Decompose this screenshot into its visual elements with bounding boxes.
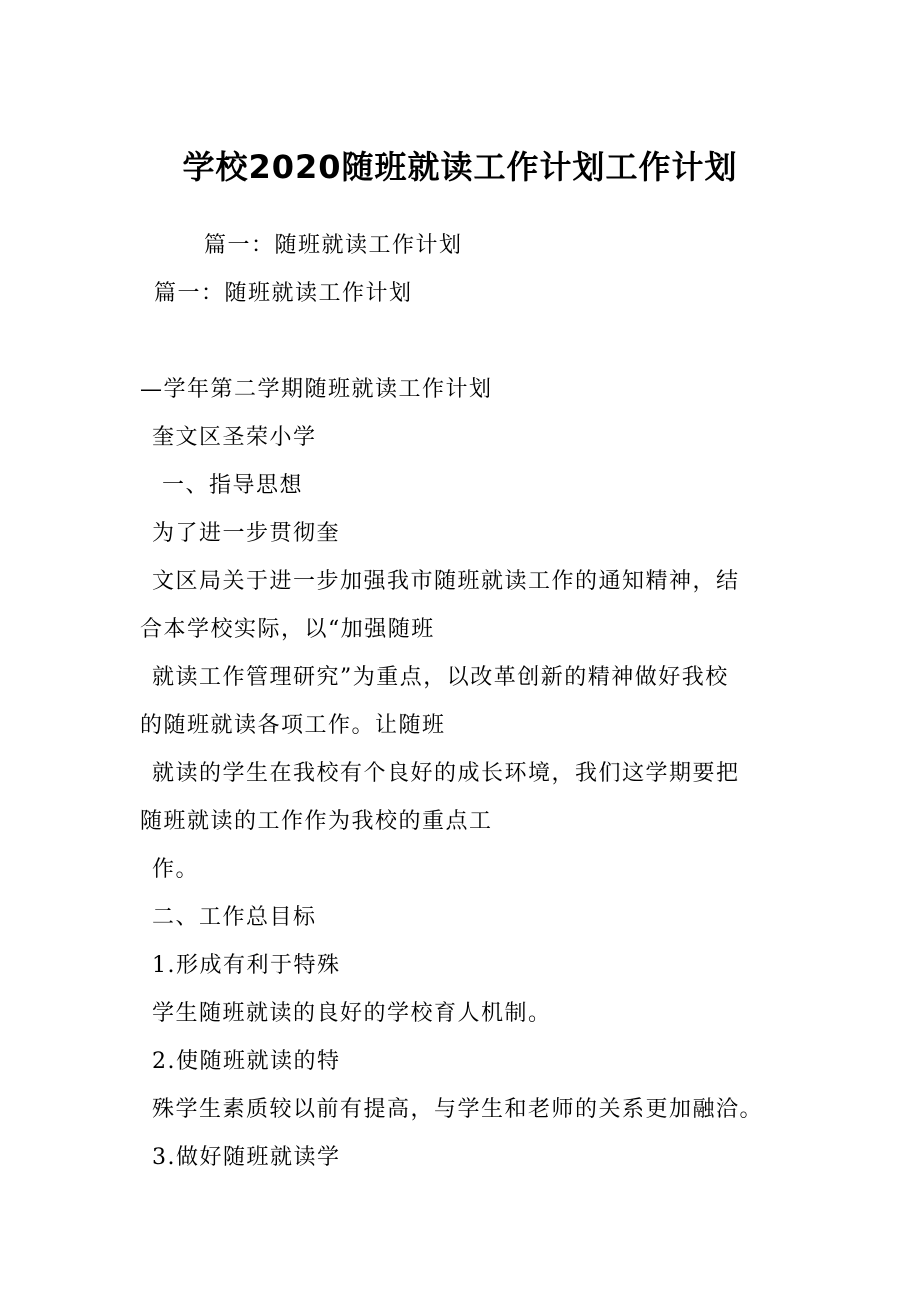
text-line: 的随班就读各项工作。让随班 (140, 713, 446, 738)
text-line-chapter-heading: 篇一：随班就读工作计划 (204, 233, 463, 258)
text-line-school-name: 奎文区圣荣小学 (152, 425, 317, 450)
text-line: 随班就读的工作作为我校的重点工 (140, 809, 493, 834)
text-line-list-item: 2.使随班就读的特 (152, 1049, 341, 1074)
text-line-list-item: 3.做好随班就读学 (152, 1145, 341, 1170)
text-line: 殊学生素质较以前有提高，与学生和老师的关系更加融洽。 (152, 1097, 764, 1122)
text-line: 文区局关于进一步加强我市随班就读工作的通知精神，结 (152, 569, 740, 594)
text-line-section-heading: 二、工作总目标 (152, 905, 317, 930)
text-line: 合本学校实际，以“加强随班 (140, 617, 435, 642)
text-line: 为了进一步贯彻奎 (152, 521, 341, 546)
text-line-list-item: 1.形成有利于特殊 (152, 953, 341, 978)
text-line: 作。 (152, 857, 200, 882)
text-line: 就读工作管理研究”为重点，以改革创新的精神做好我校 (152, 665, 729, 690)
text-line: 学生随班就读的良好的学校育人机制。 (152, 1001, 552, 1026)
text-line-chapter-subheading: 篇一：随班就读工作计划 (154, 281, 413, 306)
text-line-plan-title: —学年第二学期随班就读工作计划 (140, 377, 493, 402)
text-line: 就读的学生在我校有个良好的成长环境，我们这学期要把 (152, 761, 740, 786)
text-line-section-heading: 一、指导思想 (162, 473, 304, 498)
document-title: 学校2020随班就读工作计划工作计划 (182, 148, 738, 186)
